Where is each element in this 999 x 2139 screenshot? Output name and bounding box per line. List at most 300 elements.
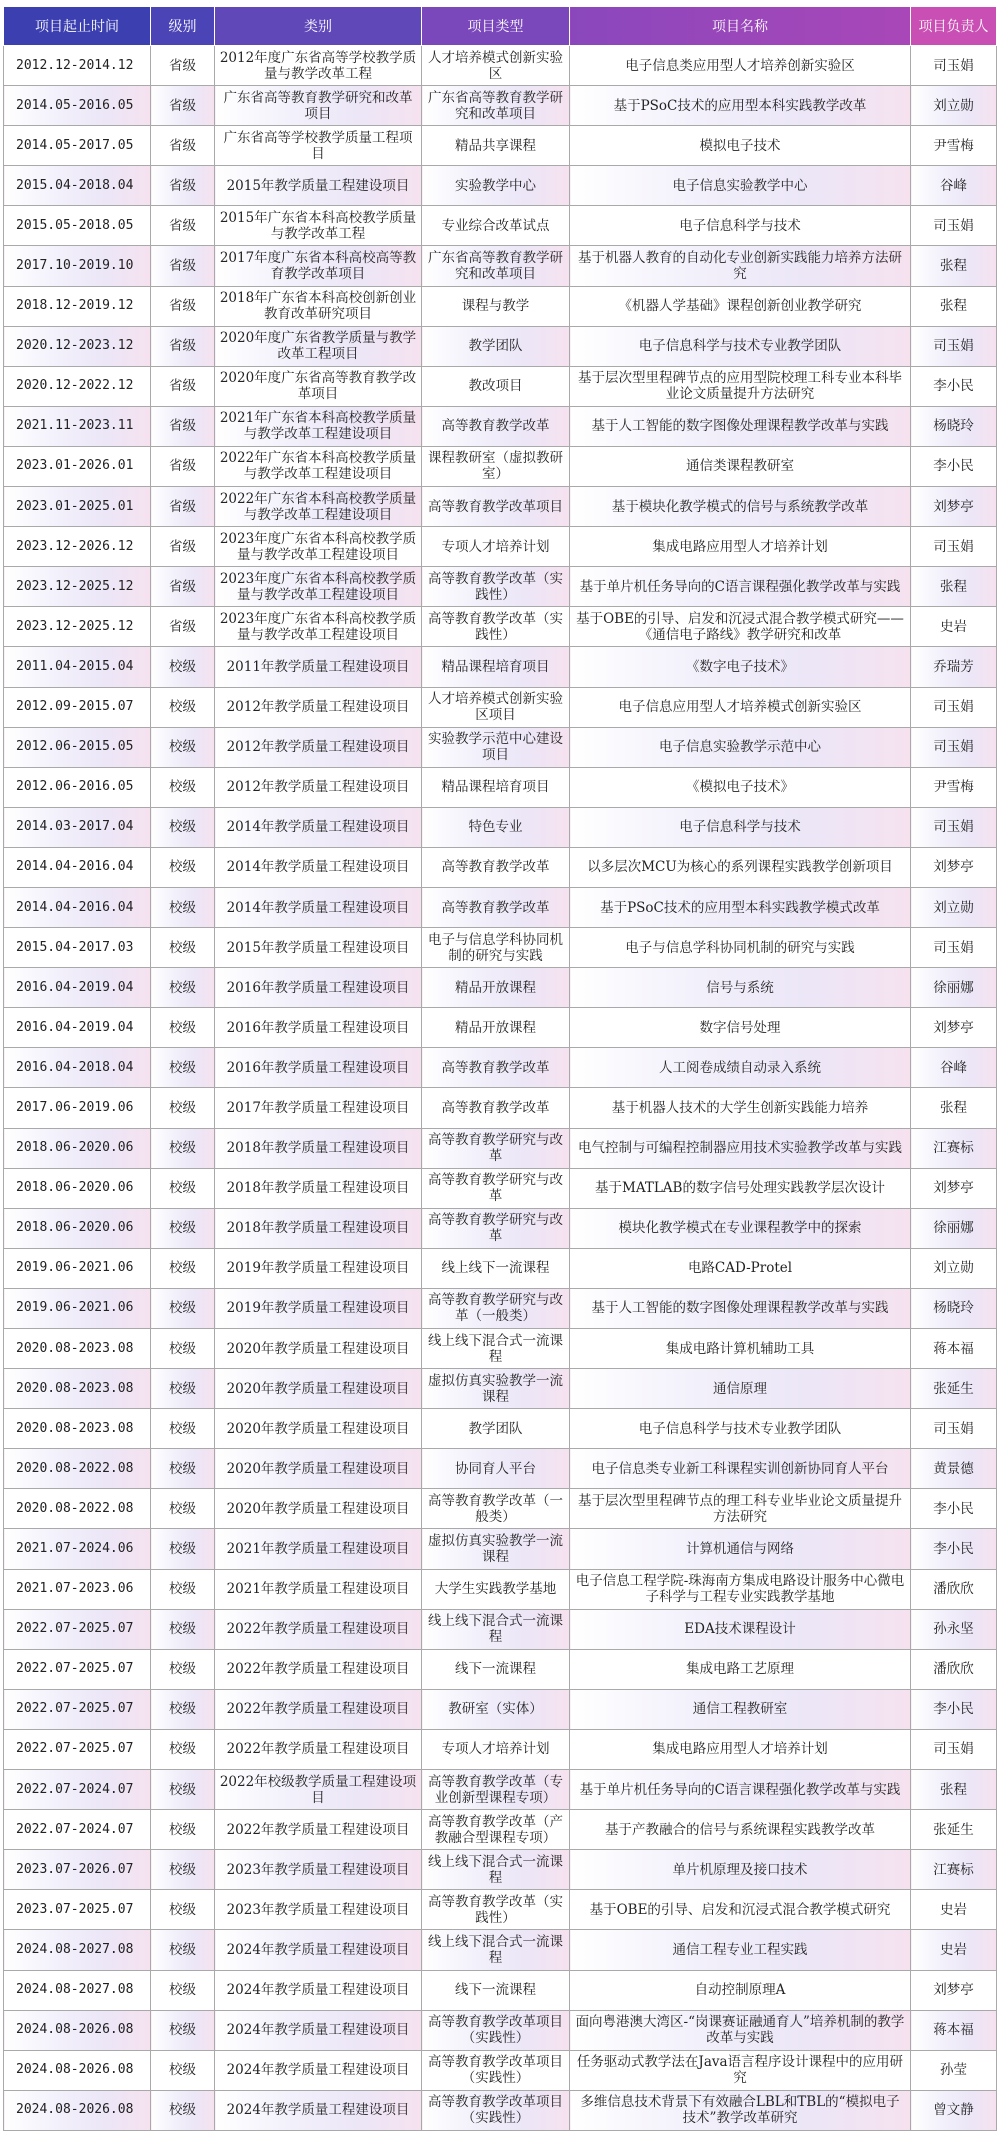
cell-leader: 张延生: [911, 1369, 997, 1409]
cell-period: 2020.08-2022.08: [4, 1449, 151, 1489]
cell-category: 2020年度广东省高等教育教学改革项目: [215, 366, 422, 406]
cell-period: 2024.08-2026.08: [4, 2090, 151, 2130]
cell-project-type: 高等教育教学研究与改革: [422, 1208, 570, 1248]
cell-project-type: 高等教育教学改革（实践性）: [422, 607, 570, 647]
cell-leader: 史岩: [911, 607, 997, 647]
cell-level: 校级: [151, 1689, 215, 1729]
cell-leader: 史岩: [911, 1930, 997, 1970]
cell-level: 校级: [151, 767, 215, 807]
cell-period: 2023.12-2026.12: [4, 527, 151, 567]
cell-period: 2023.12-2025.12: [4, 567, 151, 607]
cell-category: 2012年教学质量工程建设项目: [215, 727, 422, 767]
cell-leader: 司玉娟: [911, 326, 997, 366]
cell-category: 2015年教学质量工程建设项目: [215, 928, 422, 968]
cell-period: 2022.07-2025.07: [4, 1609, 151, 1649]
cell-category: 2024年教学质量工程建设项目: [215, 1930, 422, 1970]
cell-level: 省级: [151, 46, 215, 86]
cell-category: 2014年教学质量工程建设项目: [215, 847, 422, 887]
cell-period: 2020.12-2022.12: [4, 366, 151, 406]
cell-project-name: 《数字电子技术》: [570, 647, 911, 687]
cell-level: 校级: [151, 687, 215, 727]
table-row: [4, 166, 997, 206]
cell-project-name: 基于PSoC技术的应用型本科实践教学模式改革: [570, 887, 911, 927]
cell-level: 校级: [151, 1048, 215, 1088]
cell-category: 2012年度广东省高等学校教学质量与教学改革工程: [215, 46, 422, 86]
cell-project-name: 电子信息实验教学中心: [570, 166, 911, 206]
cell-leader: 潘欣欣: [911, 1649, 997, 1689]
cell-leader: 曾文静: [911, 2090, 997, 2130]
cell-project-type: 精品开放课程: [422, 1008, 570, 1048]
cell-level: 省级: [151, 406, 215, 446]
cell-level: 省级: [151, 326, 215, 366]
cell-project-name: 基于模块化教学模式的信号与系统教学改革: [570, 487, 911, 527]
cell-project-name: 集成电路应用型人才培养计划: [570, 527, 911, 567]
table-row: [4, 1930, 997, 1970]
cell-project-type: 线下一流课程: [422, 1970, 570, 2010]
project-table: [3, 6, 997, 2131]
cell-project-name: 电子与信息学科协同机制的研究与实践: [570, 928, 911, 968]
cell-category: 2020年教学质量工程建设项目: [215, 1329, 422, 1369]
cell-project-type: 高等教育教学研究与改革: [422, 1128, 570, 1168]
cell-level: 校级: [151, 2050, 215, 2090]
cell-project-type: 线上线下混合式一流课程: [422, 1930, 570, 1970]
table-row: [4, 86, 997, 126]
cell-project-name: 基于OBE的引导、启发和沉浸式混合教学模式研究——《通信电子路线》教学研究和改革: [570, 607, 911, 647]
cell-level: 省级: [151, 86, 215, 126]
header-row: [4, 7, 997, 46]
cell-category: 2022年教学质量工程建设项目: [215, 1689, 422, 1729]
cell-category: 2020年度广东省教学质量与教学改革工程项目: [215, 326, 422, 366]
cell-project-type: 人才培养模式创新实验区: [422, 46, 570, 86]
cell-project-name: 通信工程教研室: [570, 1689, 911, 1729]
cell-project-name: 自动控制原理A: [570, 1970, 911, 2010]
cell-project-name: 电子信息科学与技术: [570, 807, 911, 847]
cell-period: 2022.07-2025.07: [4, 1729, 151, 1769]
cell-leader: 江赛标: [911, 1128, 997, 1168]
header-period: 项目起止时间: [4, 7, 151, 46]
cell-project-name: 信号与系统: [570, 968, 911, 1008]
cell-leader: 蒋本福: [911, 1329, 997, 1369]
cell-project-type: 实验教学示范中心建设项目: [422, 727, 570, 767]
table-row: [4, 286, 997, 326]
cell-project-name: 基于单片机任务导向的C语言课程强化教学改革与实践: [570, 1770, 911, 1810]
cell-project-name: 电子信息实验教学示范中心: [570, 727, 911, 767]
cell-leader: 乔瑞芳: [911, 647, 997, 687]
cell-leader: 刘梦亭: [911, 487, 997, 527]
cell-level: 校级: [151, 727, 215, 767]
cell-period: 2012.09-2015.07: [4, 687, 151, 727]
cell-period: 2020.08-2023.08: [4, 1369, 151, 1409]
cell-level: 校级: [151, 1729, 215, 1769]
cell-project-type: 虚拟仿真实验教学一流课程: [422, 1369, 570, 1409]
cell-level: 省级: [151, 607, 215, 647]
cell-category: 2024年教学质量工程建设项目: [215, 2050, 422, 2090]
cell-level: 校级: [151, 1850, 215, 1890]
cell-level: 校级: [151, 1529, 215, 1569]
cell-period: 2015.04-2017.03: [4, 928, 151, 968]
table-row: [4, 647, 997, 687]
table-row: [4, 1649, 997, 1689]
cell-project-name: 电子信息科学与技术专业教学团队: [570, 1409, 911, 1449]
cell-period: 2019.06-2021.06: [4, 1248, 151, 1288]
table-row: [4, 1609, 997, 1649]
cell-project-name: 单片机原理及接口技术: [570, 1850, 911, 1890]
cell-level: 省级: [151, 567, 215, 607]
cell-leader: 史岩: [911, 1890, 997, 1930]
table-row: [4, 567, 997, 607]
table-row: [4, 928, 997, 968]
cell-leader: 刘立勋: [911, 86, 997, 126]
cell-project-name: 电子信息科学与技术: [570, 206, 911, 246]
table-row: [4, 1088, 997, 1128]
cell-period: 2012.06-2015.05: [4, 727, 151, 767]
header-project-type: 项目类型: [422, 7, 570, 46]
cell-leader: 司玉娟: [911, 46, 997, 86]
cell-project-type: 精品课程培育项目: [422, 767, 570, 807]
cell-level: 校级: [151, 2010, 215, 2050]
cell-project-type: 广东省高等教育教学研究和改革项目: [422, 246, 570, 286]
cell-project-type: 线上线下一流课程: [422, 1248, 570, 1288]
cell-project-type: 高等教育教学改革（实践性）: [422, 1890, 570, 1930]
table-body: [4, 46, 997, 2131]
cell-period: 2021.07-2024.06: [4, 1529, 151, 1569]
cell-project-type: 高等教育教学改革项目（实践性）: [422, 2090, 570, 2130]
cell-period: 2024.08-2026.08: [4, 2050, 151, 2090]
cell-project-type: 专项人才培养计划: [422, 527, 570, 567]
cell-project-type: 高等教育教学改革（产教融合型课程专项）: [422, 1810, 570, 1850]
cell-leader: 司玉娟: [911, 206, 997, 246]
cell-leader: 李小民: [911, 446, 997, 486]
cell-project-name: 通信类课程教研室: [570, 446, 911, 486]
cell-level: 校级: [151, 1770, 215, 1810]
cell-period: 2014.04-2016.04: [4, 887, 151, 927]
cell-period: 2014.05-2017.05: [4, 126, 151, 166]
cell-project-type: 教学团队: [422, 1409, 570, 1449]
table-row: [4, 246, 997, 286]
cell-project-type: 特色专业: [422, 807, 570, 847]
cell-level: 校级: [151, 1088, 215, 1128]
cell-project-type: 高等教育教学改革项目（实践性）: [422, 2050, 570, 2090]
cell-project-type: 精品课程培育项目: [422, 647, 570, 687]
cell-project-type: 高等教育教学改革项目（实践性）: [422, 2010, 570, 2050]
cell-category: 2023年教学质量工程建设项目: [215, 1890, 422, 1930]
table-row: [4, 1329, 997, 1369]
cell-category: 2024年教学质量工程建设项目: [215, 1970, 422, 2010]
cell-project-name: 基于产教融合的信号与系统课程实践教学改革: [570, 1810, 911, 1850]
cell-category: 2017年教学质量工程建设项目: [215, 1088, 422, 1128]
cell-level: 校级: [151, 1168, 215, 1208]
table-row: [4, 326, 997, 366]
cell-level: 省级: [151, 527, 215, 567]
cell-project-type: 线上线下混合式一流课程: [422, 1850, 570, 1890]
table-row: [4, 487, 997, 527]
cell-period: 2020.12-2023.12: [4, 326, 151, 366]
cell-project-name: 电子信息类专业新工科课程实训创新协同育人平台: [570, 1449, 911, 1489]
cell-project-type: 高等教育教学改革: [422, 847, 570, 887]
cell-project-type: 精品共享课程: [422, 126, 570, 166]
cell-period: 2024.08-2027.08: [4, 1930, 151, 1970]
cell-category: 2021年教学质量工程建设项目: [215, 1529, 422, 1569]
table-row: [4, 1890, 997, 1930]
cell-leader: 刘梦亭: [911, 847, 997, 887]
table-row: [4, 1569, 997, 1609]
cell-period: 2017.06-2019.06: [4, 1088, 151, 1128]
cell-project-name: 集成电路工艺原理: [570, 1649, 911, 1689]
cell-project-name: 通信原理: [570, 1369, 911, 1409]
cell-level: 校级: [151, 1890, 215, 1930]
table-row: [4, 607, 997, 647]
cell-project-name: 基于机器人教育的自动化专业创新实践能力培养方法研究: [570, 246, 911, 286]
cell-project-type: 教学团队: [422, 326, 570, 366]
table-row: [4, 1489, 997, 1529]
cell-project-name: 电子信息类应用型人才培养创新实验区: [570, 46, 911, 86]
cell-project-type: 教改项目: [422, 366, 570, 406]
cell-period: 2014.05-2016.05: [4, 86, 151, 126]
cell-leader: 张程: [911, 286, 997, 326]
cell-leader: 徐丽娜: [911, 1208, 997, 1248]
cell-project-name: 通信工程专业工程实践: [570, 1930, 911, 1970]
cell-project-name: 《模拟电子技术》: [570, 767, 911, 807]
cell-project-type: 线上线下混合式一流课程: [422, 1329, 570, 1369]
table-row: [4, 1248, 997, 1288]
cell-leader: 司玉娟: [911, 807, 997, 847]
cell-period: 2016.04-2018.04: [4, 1048, 151, 1088]
cell-leader: 司玉娟: [911, 687, 997, 727]
cell-leader: 刘立勋: [911, 887, 997, 927]
table-row: [4, 1048, 997, 1088]
cell-period: 2020.08-2022.08: [4, 1489, 151, 1529]
cell-period: 2014.04-2016.04: [4, 847, 151, 887]
cell-project-type: 协同育人平台: [422, 1449, 570, 1489]
cell-category: 2019年教学质量工程建设项目: [215, 1248, 422, 1288]
cell-project-type: 高等教育教学改革（专业创新型课程专项）: [422, 1770, 570, 1810]
cell-leader: 刘梦亭: [911, 1168, 997, 1208]
cell-category: 2020年教学质量工程建设项目: [215, 1449, 422, 1489]
cell-project-name: 基于人工智能的数字图像处理课程教学改革与实践: [570, 406, 911, 446]
cell-project-name: 以多层次MCU为核心的系列课程实践教学创新项目: [570, 847, 911, 887]
cell-category: 2019年教学质量工程建设项目: [215, 1288, 422, 1328]
cell-project-name: 基于单片机任务导向的C语言课程强化教学改革与实践: [570, 567, 911, 607]
cell-category: 2023年度广东省本科高校教学质量与教学改革工程建设项目: [215, 527, 422, 567]
cell-category: 2011年教学质量工程建设项目: [215, 647, 422, 687]
cell-level: 校级: [151, 968, 215, 1008]
table-row: [4, 1970, 997, 2010]
cell-category: 2015年教学质量工程建设项目: [215, 166, 422, 206]
header-category: 类别: [215, 7, 422, 46]
cell-category: 2017年度广东省本科高校高等教育教学改革项目: [215, 246, 422, 286]
cell-leader: 司玉娟: [911, 1729, 997, 1769]
cell-category: 2022年教学质量工程建设项目: [215, 1649, 422, 1689]
cell-category: 2022年教学质量工程建设项目: [215, 1729, 422, 1769]
cell-category: 2022年教学质量工程建设项目: [215, 1810, 422, 1850]
cell-project-type: 高等教育教学改革: [422, 1048, 570, 1088]
cell-leader: 刘立勋: [911, 1248, 997, 1288]
cell-category: 2015年广东省本科高校教学质量与教学改革工程: [215, 206, 422, 246]
table-header: [4, 7, 997, 46]
cell-period: 2015.04-2018.04: [4, 166, 151, 206]
table-row: [4, 1288, 997, 1328]
cell-category: 2022年广东省本科高校教学质量与教学改革工程建设项目: [215, 446, 422, 486]
cell-project-name: 基于OBE的引导、启发和沉浸式混合教学模式研究: [570, 1890, 911, 1930]
cell-level: 省级: [151, 246, 215, 286]
cell-category: 2024年教学质量工程建设项目: [215, 2090, 422, 2130]
cell-project-type: 高等教育教学改革项目: [422, 487, 570, 527]
cell-level: 校级: [151, 1970, 215, 2010]
cell-period: 2012.12-2014.12: [4, 46, 151, 86]
cell-level: 校级: [151, 1128, 215, 1168]
cell-leader: 张程: [911, 1770, 997, 1810]
cell-leader: 谷峰: [911, 166, 997, 206]
cell-project-type: 专业综合改革试点: [422, 206, 570, 246]
table-row: [4, 2050, 997, 2090]
cell-category: 2020年教学质量工程建设项目: [215, 1489, 422, 1529]
cell-project-name: 基于层次型里程碑节点的应用型院校理工科专业本科毕业论文质量提升方法研究: [570, 366, 911, 406]
cell-period: 2018.06-2020.06: [4, 1208, 151, 1248]
cell-project-type: 精品开放课程: [422, 968, 570, 1008]
table-row: [4, 446, 997, 486]
cell-project-name: 基于MATLAB的数字信号处理实践教学层次设计: [570, 1168, 911, 1208]
cell-category: 2016年教学质量工程建设项目: [215, 968, 422, 1008]
cell-leader: 黄景德: [911, 1449, 997, 1489]
cell-category: 2012年教学质量工程建设项目: [215, 687, 422, 727]
table-row: [4, 1168, 997, 1208]
cell-project-name: 集成电路计算机辅助工具: [570, 1329, 911, 1369]
cell-period: 2023.07-2026.07: [4, 1850, 151, 1890]
cell-project-type: 广东省高等教育教学研究和改革项目: [422, 86, 570, 126]
cell-project-type: 课程教研室（虚拟教研室）: [422, 446, 570, 486]
cell-period: 2023.07-2025.07: [4, 1890, 151, 1930]
cell-period: 2022.07-2025.07: [4, 1689, 151, 1729]
cell-category: 2022年广东省本科高校教学质量与教学改革工程建设项目: [215, 487, 422, 527]
cell-category: 广东省高等学校教学质量工程项目: [215, 126, 422, 166]
table-row: [4, 527, 997, 567]
cell-project-type: 高等教育教学改革: [422, 1088, 570, 1128]
cell-category: 2020年教学质量工程建设项目: [215, 1409, 422, 1449]
cell-level: 省级: [151, 487, 215, 527]
cell-leader: 杨晓玲: [911, 1288, 997, 1328]
cell-project-name: 《机器人学基础》课程创新创业教学研究: [570, 286, 911, 326]
cell-level: 校级: [151, 887, 215, 927]
header-level: 级别: [151, 7, 215, 46]
cell-period: 2018.12-2019.12: [4, 286, 151, 326]
cell-level: 校级: [151, 1930, 215, 1970]
cell-period: 2016.04-2019.04: [4, 1008, 151, 1048]
table-row: [4, 1850, 997, 1890]
cell-level: 校级: [151, 1329, 215, 1369]
cell-period: 2018.06-2020.06: [4, 1128, 151, 1168]
table-row: [4, 2010, 997, 2050]
cell-period: 2014.03-2017.04: [4, 807, 151, 847]
cell-level: 校级: [151, 1810, 215, 1850]
cell-project-name: 基于机器人技术的大学生创新实践能力培养: [570, 1088, 911, 1128]
table-row: [4, 847, 997, 887]
table-row: [4, 1770, 997, 1810]
cell-level: 校级: [151, 807, 215, 847]
cell-leader: 刘梦亭: [911, 1970, 997, 2010]
cell-period: 2016.04-2019.04: [4, 968, 151, 1008]
cell-period: 2023.01-2026.01: [4, 446, 151, 486]
cell-category: 2012年教学质量工程建设项目: [215, 767, 422, 807]
cell-project-type: 课程与教学: [422, 286, 570, 326]
cell-leader: 李小民: [911, 1689, 997, 1729]
cell-project-name: 数字信号处理: [570, 1008, 911, 1048]
project-table-container: [3, 6, 996, 2131]
cell-project-type: 高等教育教学研究与改革（一般类）: [422, 1288, 570, 1328]
cell-project-name: 任务驱动式教学法在Java语言程序设计课程中的应用研究: [570, 2050, 911, 2090]
table-row: [4, 1369, 997, 1409]
table-row: [4, 968, 997, 1008]
cell-category: 2021年教学质量工程建设项目: [215, 1569, 422, 1609]
cell-project-name: 电子信息应用型人才培养模式创新实验区: [570, 687, 911, 727]
cell-project-type: 高等教育教学改革（一般类）: [422, 1489, 570, 1529]
cell-category: 2018年教学质量工程建设项目: [215, 1128, 422, 1168]
cell-leader: 司玉娟: [911, 1409, 997, 1449]
cell-leader: 谷峰: [911, 1048, 997, 1088]
cell-level: 省级: [151, 166, 215, 206]
table-row: [4, 46, 997, 86]
cell-leader: 张程: [911, 567, 997, 607]
table-row: [4, 1449, 997, 1489]
cell-category: 2018年教学质量工程建设项目: [215, 1208, 422, 1248]
cell-period: 2022.07-2024.07: [4, 1770, 151, 1810]
cell-leader: 张程: [911, 1088, 997, 1128]
cell-leader: 江赛标: [911, 1850, 997, 1890]
cell-leader: 李小民: [911, 366, 997, 406]
cell-project-name: EDA技术课程设计: [570, 1609, 911, 1649]
table-row: [4, 887, 997, 927]
cell-level: 省级: [151, 366, 215, 406]
cell-project-name: 电气控制与可编程控制器应用技术实验教学改革与实践: [570, 1128, 911, 1168]
cell-level: 校级: [151, 1449, 215, 1489]
cell-level: 校级: [151, 647, 215, 687]
cell-level: 校级: [151, 1609, 215, 1649]
cell-project-name: 集成电路应用型人才培养计划: [570, 1729, 911, 1769]
cell-period: 2018.06-2020.06: [4, 1168, 151, 1208]
table-row: [4, 1409, 997, 1449]
table-row: [4, 366, 997, 406]
cell-level: 省级: [151, 206, 215, 246]
table-row: [4, 1008, 997, 1048]
cell-project-name: 基于层次型里程碑节点的理工科专业毕业论文质量提升方法研究: [570, 1489, 911, 1529]
cell-project-name: 人工阅卷成绩自动录入系统: [570, 1048, 911, 1088]
cell-project-name: 模块化教学模式在专业课程教学中的探索: [570, 1208, 911, 1248]
cell-category: 2023年教学质量工程建设项目: [215, 1850, 422, 1890]
table-row: [4, 206, 997, 246]
table-row: [4, 406, 997, 446]
cell-period: 2021.11-2023.11: [4, 406, 151, 446]
cell-project-name: 电子信息工程学院-珠海南方集成电路设计服务中心微电子科学与工程专业实践教学基地: [570, 1569, 911, 1609]
cell-period: 2012.06-2016.05: [4, 767, 151, 807]
table-row: [4, 687, 997, 727]
cell-category: 2023年度广东省本科高校教学质量与教学改革工程建设项目: [215, 567, 422, 607]
cell-period: 2021.07-2023.06: [4, 1569, 151, 1609]
cell-level: 校级: [151, 1248, 215, 1288]
cell-project-name: 计算机通信与网络: [570, 1529, 911, 1569]
cell-project-type: 高等教育教学研究与改革: [422, 1168, 570, 1208]
cell-level: 校级: [151, 1409, 215, 1449]
cell-level: 校级: [151, 1649, 215, 1689]
cell-period: 2019.06-2021.06: [4, 1288, 151, 1328]
cell-leader: 孙永坚: [911, 1609, 997, 1649]
cell-category: 2021年广东省本科高校教学质量与教学改革工程建设项目: [215, 406, 422, 446]
table-row: [4, 727, 997, 767]
cell-level: 校级: [151, 928, 215, 968]
cell-period: 2024.08-2026.08: [4, 2010, 151, 2050]
cell-project-name: 面向粤港澳大湾区-“岗课赛证融通育人”培养机制的教学改革与实践: [570, 2010, 911, 2050]
cell-period: 2020.08-2023.08: [4, 1409, 151, 1449]
table-row: [4, 2090, 997, 2130]
cell-category: 2014年教学质量工程建设项目: [215, 807, 422, 847]
